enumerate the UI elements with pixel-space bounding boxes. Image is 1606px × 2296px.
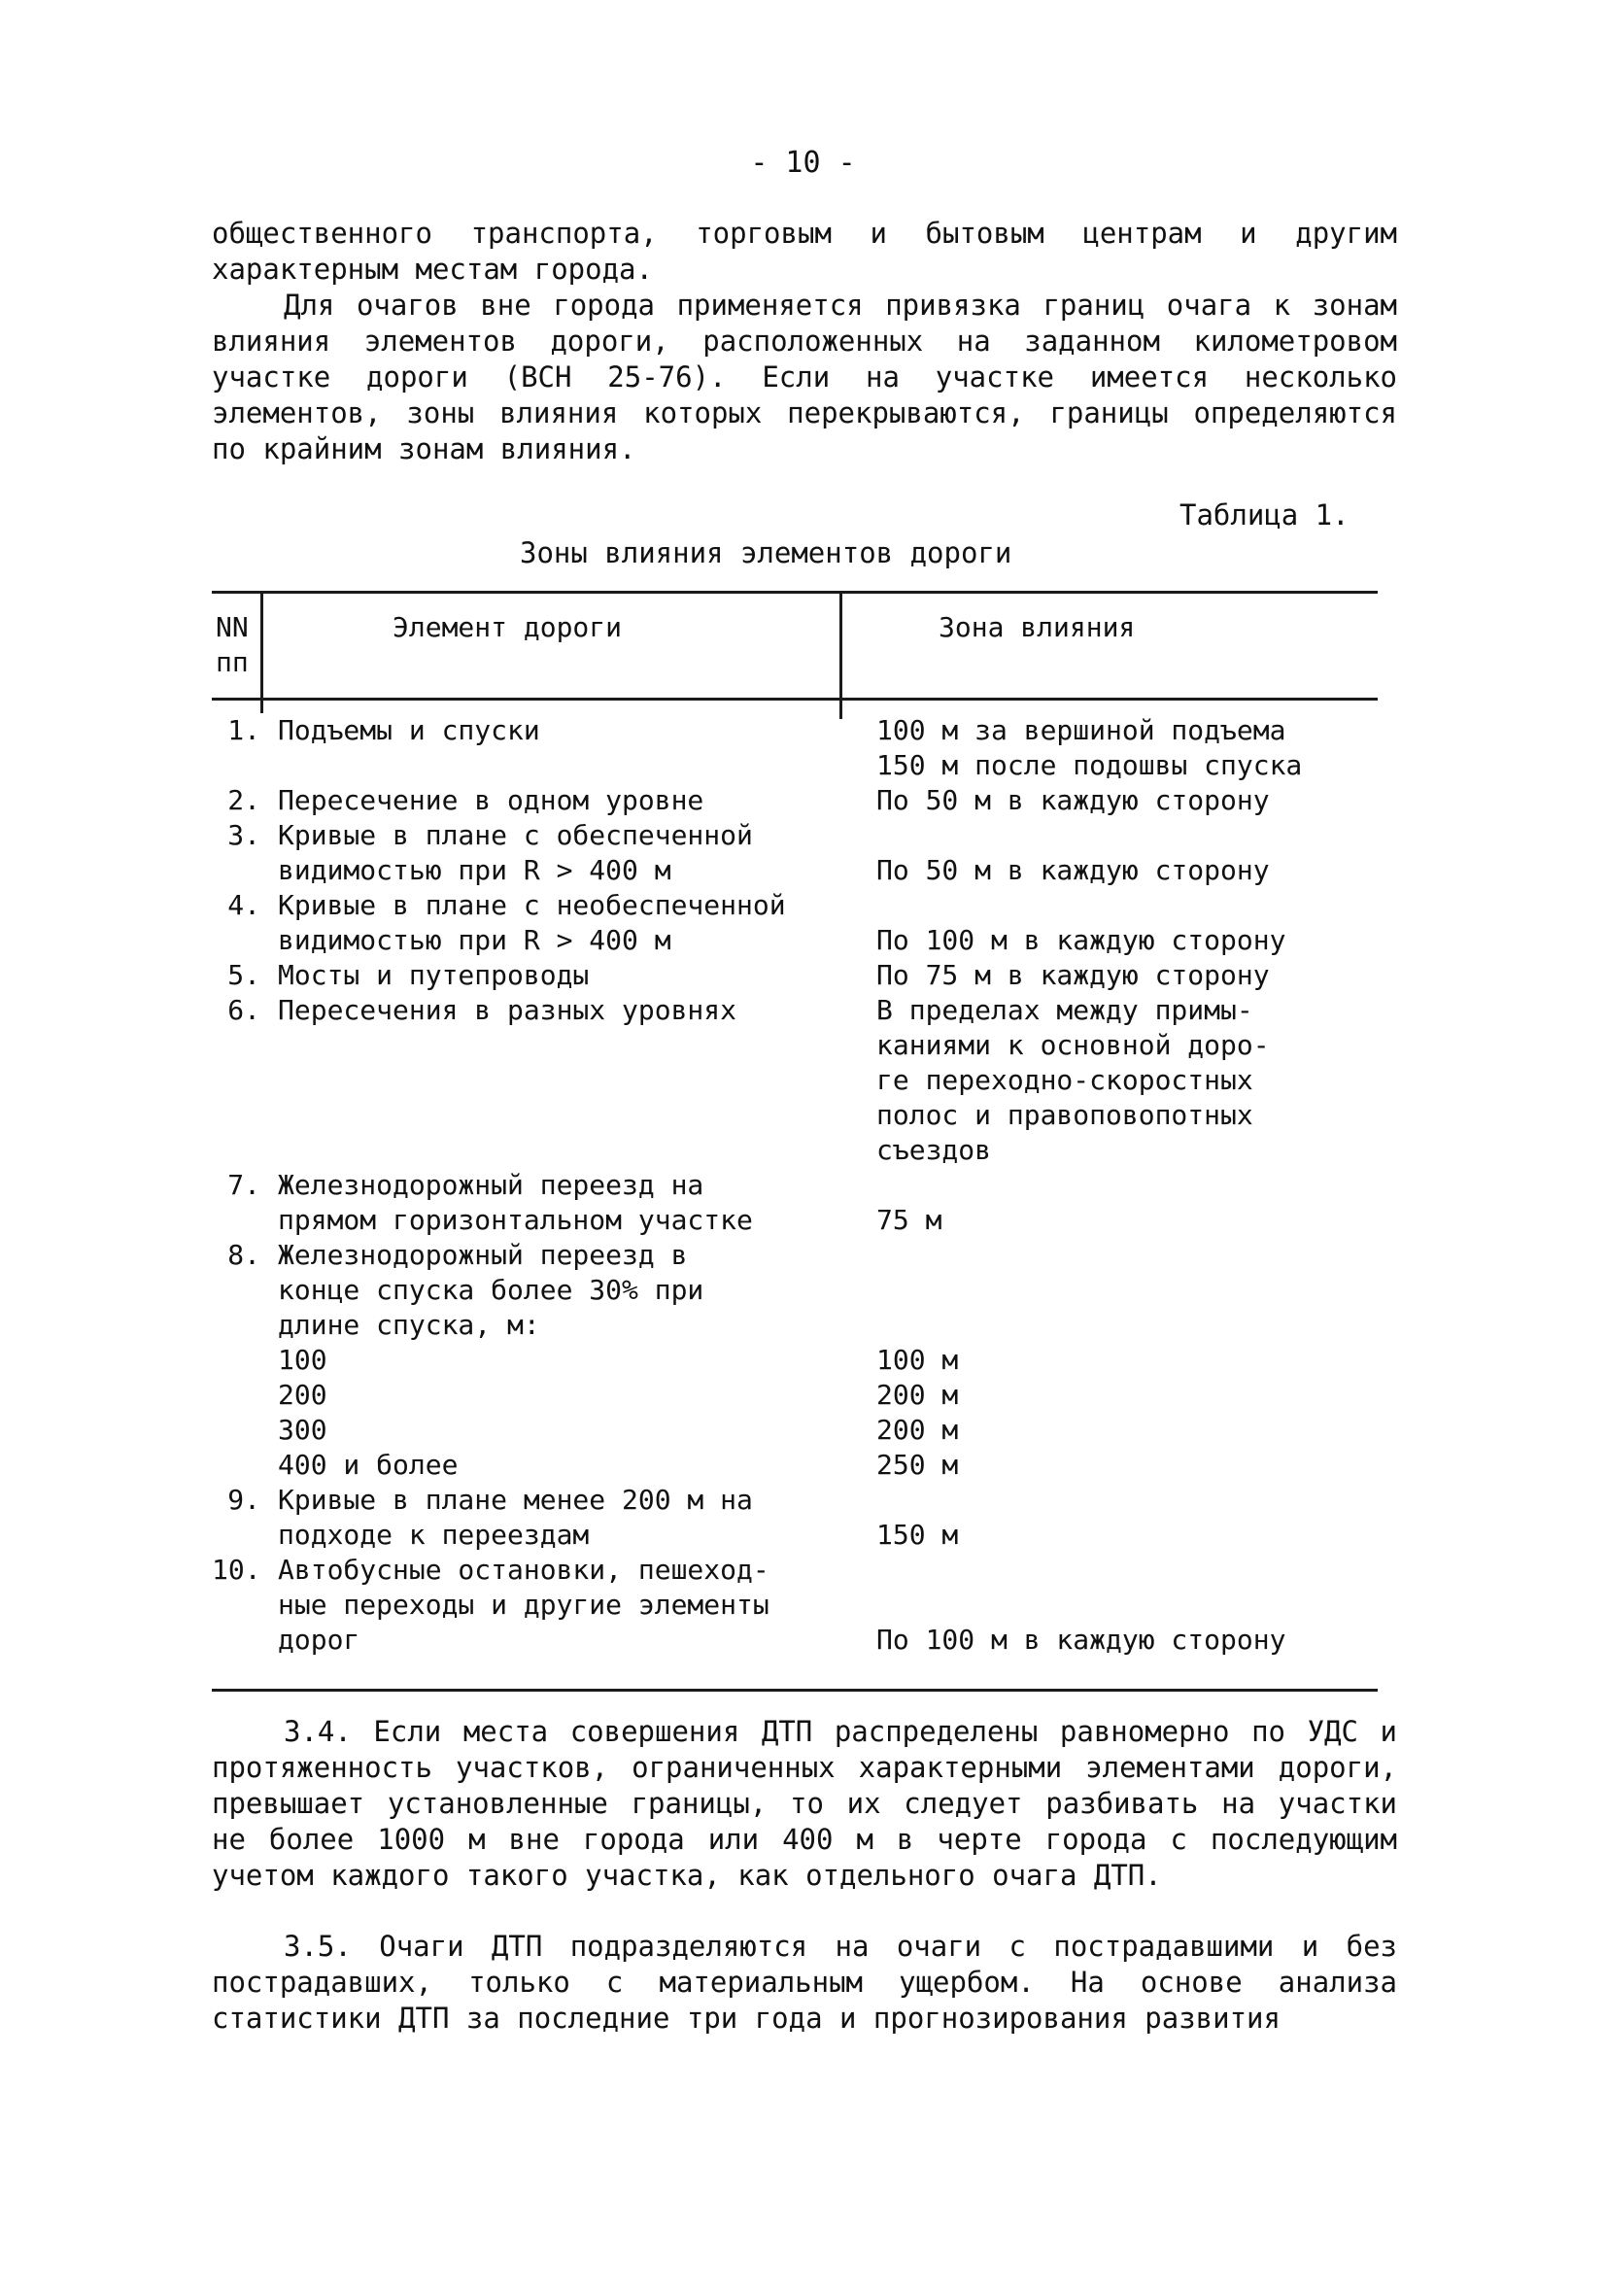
row-zone: съездов (876, 1134, 992, 1166)
row-zone: 75 м (876, 1204, 942, 1236)
table-row (212, 1203, 1378, 1238)
paragraph-3-5: 3.5. Очаги ДТП подразделяются на очаги с пострадавшими и без пострадавших, только с материальным ущербом. На основе анализа статистики ДТП за последние три года и прогнозирования развития (212, 1930, 1397, 2035)
row-number (212, 1133, 260, 1168)
row-number (212, 1623, 260, 1658)
intro-paragraph-2: Для очагов вне города применяется привязка границ очага к зонам влияния элементов дороги, расположенных на заданном километровом участке дороги (ВСН 25-76). Если на участке имеется несколько элементов, зоны влияния которых перекрываются, границы определяются по крайним зонам влияния. (212, 289, 1397, 465)
table-row (212, 748, 1378, 783)
header-num-line2: пп (216, 646, 249, 678)
row-number (212, 923, 260, 958)
table-row (212, 1028, 1378, 1063)
table-col-divider-2 (839, 591, 842, 719)
row-number (212, 1378, 260, 1413)
row-number: 2. (227, 784, 260, 816)
row-zone (869, 1553, 1378, 1588)
row-number (212, 1588, 260, 1623)
header-element: Элемент дороги (393, 611, 623, 643)
row-number (212, 1413, 260, 1448)
table-row (212, 1483, 1378, 1518)
row-number: 3. (227, 819, 260, 851)
row-number: 5. (227, 959, 260, 991)
table-row (212, 713, 1378, 748)
table-row (212, 993, 1378, 1028)
row-element: Кривые в плане менее 200 м на (278, 1484, 753, 1516)
row-element: конце спуска более 30% при (278, 1274, 704, 1306)
row-zone (869, 1238, 1378, 1273)
row-zone: По 75 м в каждую сторону (876, 959, 1270, 991)
row-element: Мосты и путепроводы (278, 959, 590, 991)
row-element: видимостью при R > 400 м (278, 854, 671, 886)
row-element: Кривые в плане с обеспеченной (278, 819, 753, 851)
row-zone (869, 1308, 1378, 1343)
row-number (212, 1098, 260, 1133)
table-row (212, 958, 1378, 993)
row-element: Пересечение в одном уровне (278, 784, 704, 816)
table-col-divider-1 (260, 591, 263, 713)
table-row (212, 1553, 1378, 1588)
row-zone: По 50 м в каждую сторону (876, 854, 1270, 886)
table-row (212, 1518, 1378, 1553)
table-row (212, 1168, 1378, 1203)
row-zone: 200 м (876, 1379, 959, 1411)
row-element: Подъемы и спуски (278, 714, 540, 746)
row-element (260, 748, 869, 783)
intro-paragraph-1: общественного транспорта, торговым и бытовым центрам и другим характерным местам города. (212, 217, 1397, 286)
row-element: видимостью при R > 400 м (278, 924, 671, 956)
row-element (260, 1028, 869, 1063)
row-zone (869, 1168, 1378, 1203)
row-zone (869, 888, 1378, 923)
row-zone: По 100 м в каждую сторону (876, 1624, 1286, 1656)
row-zone: 100 м за вершиной подъема (876, 714, 1286, 746)
table-bottom-rule (212, 1689, 1378, 1692)
row-element (260, 1063, 869, 1098)
row-number: 7. (227, 1169, 260, 1201)
table-label: Таблица 1. (1179, 498, 1350, 531)
row-element: Кривые в плане с необеспеченной (278, 889, 786, 921)
row-zone: каниями к основной доро- (876, 1029, 1270, 1061)
table-row (212, 853, 1378, 888)
row-zone: 200 м (876, 1414, 959, 1446)
row-number: 4. (227, 889, 260, 921)
table-row (212, 1098, 1378, 1133)
row-zone: В пределах между примы- (876, 994, 1253, 1026)
row-zone: ге переходно-скоростных (876, 1064, 1253, 1096)
row-zone: полос и правоповопотных (876, 1099, 1253, 1131)
table-row (212, 1378, 1378, 1413)
table-row (212, 1238, 1378, 1273)
row-zone: 150 м после подошвы спуска (876, 749, 1303, 781)
row-element: дорог (278, 1624, 360, 1656)
row-element: 300 (278, 1414, 327, 1446)
row-element: подходе к переездам (278, 1519, 590, 1551)
table-row (212, 923, 1378, 958)
row-element (260, 1133, 869, 1168)
row-number (212, 1203, 260, 1238)
row-zone: 250 м (876, 1449, 959, 1481)
row-element: 100 (278, 1344, 327, 1376)
table-top-rule (212, 591, 1378, 594)
table-row (212, 783, 1378, 818)
row-element: Пересечения в разных уровнях (278, 994, 737, 1026)
header-zone: Зона влияния (939, 611, 1136, 643)
row-zone (869, 1588, 1378, 1623)
row-zone: По 50 м в каждую сторону (876, 784, 1270, 816)
table-header-rule (212, 698, 1378, 701)
row-element: Железнодорожный переезд в (278, 1239, 688, 1271)
row-number: 8. (227, 1239, 260, 1271)
row-number (212, 853, 260, 888)
page-number: - 10 - (750, 146, 856, 180)
row-zone (869, 1273, 1378, 1308)
table-row (212, 1273, 1378, 1308)
table-row (212, 1133, 1378, 1168)
table-row (212, 1623, 1378, 1658)
row-element (260, 1098, 869, 1133)
header-num-line1: NN (216, 611, 249, 643)
table-row (212, 1063, 1378, 1098)
row-number: 1. (227, 714, 260, 746)
row-element: Железнодорожный переезд на (278, 1169, 704, 1201)
row-number: 10. (212, 1554, 261, 1586)
row-element: Автобусные остановки, пешеход- (278, 1554, 769, 1586)
table-row (212, 1413, 1378, 1448)
row-number (212, 1028, 260, 1063)
table-row (212, 888, 1378, 923)
table-row (212, 818, 1378, 853)
row-number (212, 748, 260, 783)
row-number: 9. (227, 1484, 260, 1516)
paragraph-3-4: 3.4. Если места совершения ДТП распределены равномерно по УДС и протяженность участков, ограниченных характерными элементами дороги, превышает установленные границы, то их следует разбивать на участки не более 1000 м вне города или 400 м в черте города с последующим учетом каждого такого участка, как отдельного очага ДТП. (212, 1715, 1397, 1892)
row-number (212, 1518, 260, 1553)
row-zone: 150 м (876, 1519, 959, 1551)
row-element: прямом горизонтальном участке (278, 1204, 753, 1236)
row-element: 400 и более (278, 1449, 459, 1481)
row-number (212, 1343, 260, 1378)
table-row (212, 1448, 1378, 1483)
row-number: 6. (227, 994, 260, 1026)
table-row (212, 1308, 1378, 1343)
row-zone (869, 818, 1378, 853)
table-row (212, 1588, 1378, 1623)
row-element: длине спуска, м: (278, 1309, 540, 1341)
row-zone: 100 м (876, 1344, 959, 1376)
table-body (212, 713, 1378, 1658)
table-title: Зоны влияния элементов дороги (520, 536, 1012, 569)
table-row (212, 1343, 1378, 1378)
row-element: 200 (278, 1379, 327, 1411)
row-zone: По 100 м в каждую сторону (876, 924, 1286, 956)
row-element: ные переходы и другие элементы (278, 1589, 769, 1621)
row-number (212, 1308, 260, 1343)
row-number (212, 1063, 260, 1098)
row-number (212, 1448, 260, 1483)
row-zone (869, 1483, 1378, 1518)
row-number (212, 1273, 260, 1308)
